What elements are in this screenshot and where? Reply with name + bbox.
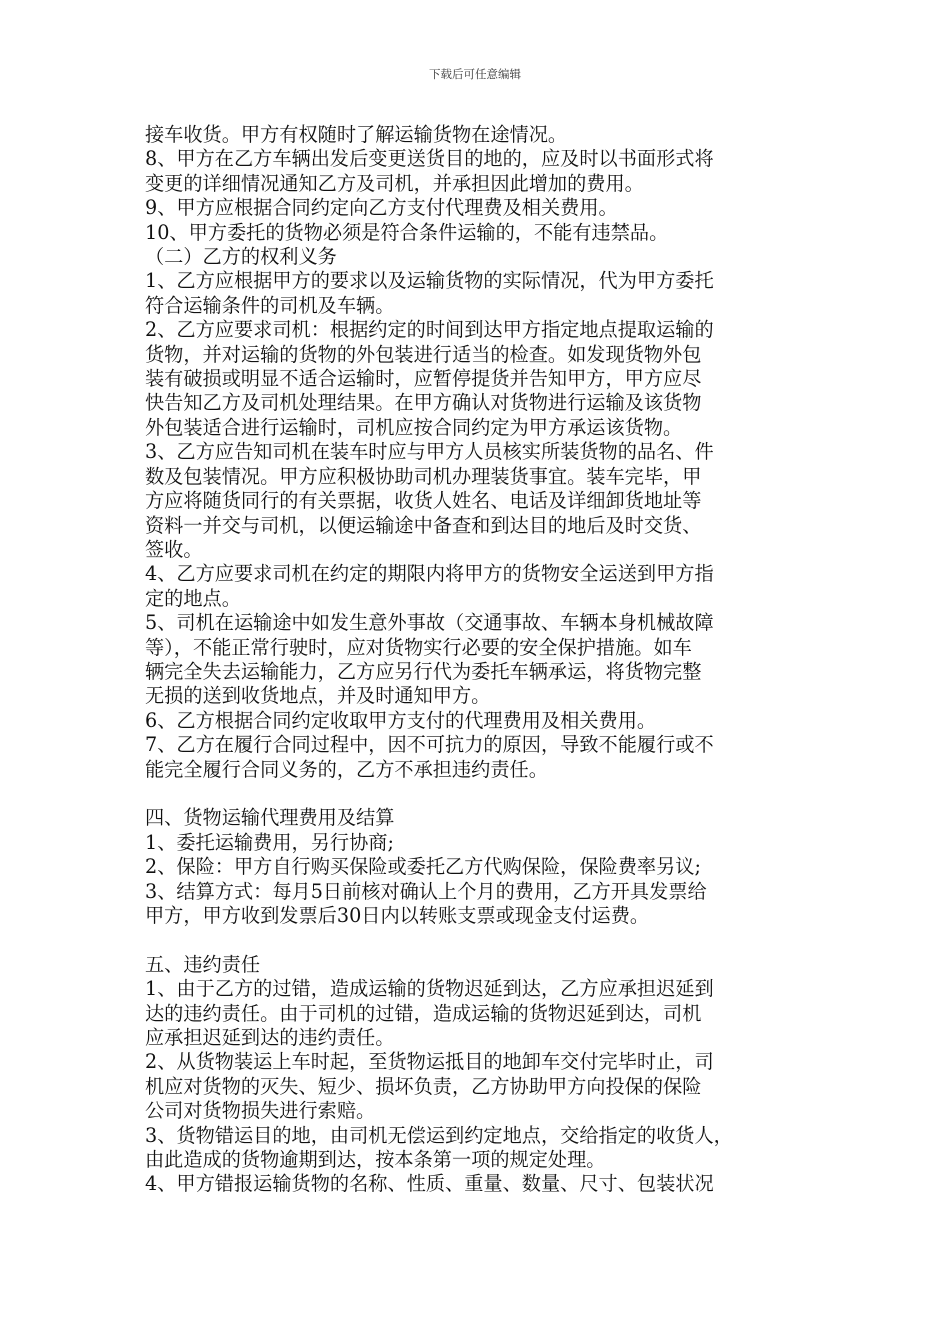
text-line: 甲方，甲方收到发票后30日内以转账支票或现金支付运费。 [145, 903, 650, 927]
text-line: 能完全履行合同义务的，乙方不承担违约责任。 [145, 757, 548, 781]
document-body [145, 123, 809, 1197]
text-line: 货物，并对运输的货物的外包装进行适当的检查。如发现货物外包 [145, 342, 702, 366]
text-line: 公司对货物损失进行索赔。 [145, 1099, 376, 1123]
blank-line [145, 782, 809, 806]
text-line: 10、甲方委托的货物必须是符合条件运输的，不能有违禁品。 [145, 220, 669, 244]
text-line: 定的地点。 [145, 586, 241, 610]
text-line: 由此造成的货物逾期到达，按本条第一项的规定处理。 [145, 1148, 606, 1172]
text-line: （二）乙方的权利义务 [145, 245, 337, 269]
text-line: 2、乙方应要求司机：根据约定的时间到达甲方指定地点提取运输的 [145, 318, 714, 342]
text-line: 1、乙方应根据甲方的要求以及运输货物的实际情况，代为甲方委托 [145, 269, 714, 293]
text-line: 辆完全失去运输能力，乙方应另行代为委托车辆承运，将货物完整 [145, 659, 702, 683]
text-line: 应承担迟延到达的违约责任。 [145, 1026, 395, 1049]
text-line: 数及包装情况。甲方应积极协助司机办理装货事宜。装车完毕，甲 [145, 464, 702, 488]
text-line: 五、违约责任 [145, 952, 261, 976]
text-line: 装有破损或明显不适合运输时，应暂停提货并告知甲方，甲方应尽 [145, 367, 702, 391]
text-line: 无损的送到收货地点，并及时通知甲方。 [145, 684, 491, 708]
text-line: 4、甲方错报运输货物的名称、性质、重量、数量、尺寸、包装状况 [145, 1172, 714, 1196]
text-line: 2、保险：甲方自行购买保险或委托乙方代购保险，保险费率另议; [145, 855, 701, 879]
text-line: 达的违约责任。由于司机的过错，造成运输的货物迟延到达，司机 [145, 1001, 702, 1025]
text-line: 签收。 [145, 537, 203, 561]
text-line: 8、甲方在乙方车辆出发后变更送货目的地的，应及时以书面形式将 [145, 147, 714, 171]
text-line: 四、货物运输代理费用及结算 [145, 806, 395, 830]
text-line: 4、乙方应要求司机在约定的期限内将甲方的货物安全运送到甲方指 [145, 562, 714, 586]
text-line: 5、司机在运输途中如发生意外事故（交通事故、车辆本身机械故障 [145, 611, 714, 635]
text-line: 变更的详细情况通知乙方及司机，并承担因此增加的费用。 [145, 171, 644, 195]
text-line: 方应将随货同行的有关票据，收货人姓名、电话及详细卸货地址等 [145, 489, 702, 513]
text-line: 7、乙方在履行合同过程中，因不可抗力的原因，导致不能履行或不 [145, 733, 714, 757]
text-line: 接车收货。甲方有权随时了解运输货物在途情况。 [145, 123, 568, 146]
text-line: 3、结算方式：每月5日前核对确认上个月的费用，乙方开具发票给 [145, 879, 707, 903]
text-line: 等），不能正常行驶时，应对货物实行必要的安全保护措施。如车 [145, 635, 692, 659]
text-line: 9、甲方应根据合同约定向乙方支付代理费及相关费用。 [145, 196, 618, 220]
text-line: 1、委托运输费用，另行协商; [145, 830, 394, 854]
text-line: 资料一并交与司机，以便运输途中备查和到达目的地后及时交货、 [145, 513, 702, 537]
text-line: 6、乙方根据合同约定收取甲方支付的代理费用及相关费用。 [145, 708, 657, 732]
text-line: 快告知乙方及司机处理结果。在甲方确认对货物进行运输及该货物 [145, 391, 702, 415]
text-line: 外包装适合进行运输时，司机应按合同约定为甲方承运该货物。 [145, 415, 683, 439]
text-line: 机应对货物的灭失、短少、损坏负责，乙方协助甲方向投保的保险 [145, 1074, 702, 1098]
text-line: 3、乙方应告知司机在装车时应与甲方人员核实所装货物的品名、件 [145, 440, 714, 464]
page-header: 下载后可任意编辑 [429, 67, 521, 81]
text-line: 1、由于乙方的过错，造成运输的货物迟延到达，乙方应承担迟延到 [145, 977, 714, 1001]
blank-line [145, 928, 809, 952]
text-line: 3、货物错运目的地，由司机无偿运到约定地点，交给指定的收货人， [145, 1123, 733, 1147]
text-line: 符合运输条件的司机及车辆。 [145, 293, 395, 317]
text-line: 2、从货物装运上车时起，至货物运抵目的地卸车交付完毕时止，司 [145, 1050, 714, 1074]
